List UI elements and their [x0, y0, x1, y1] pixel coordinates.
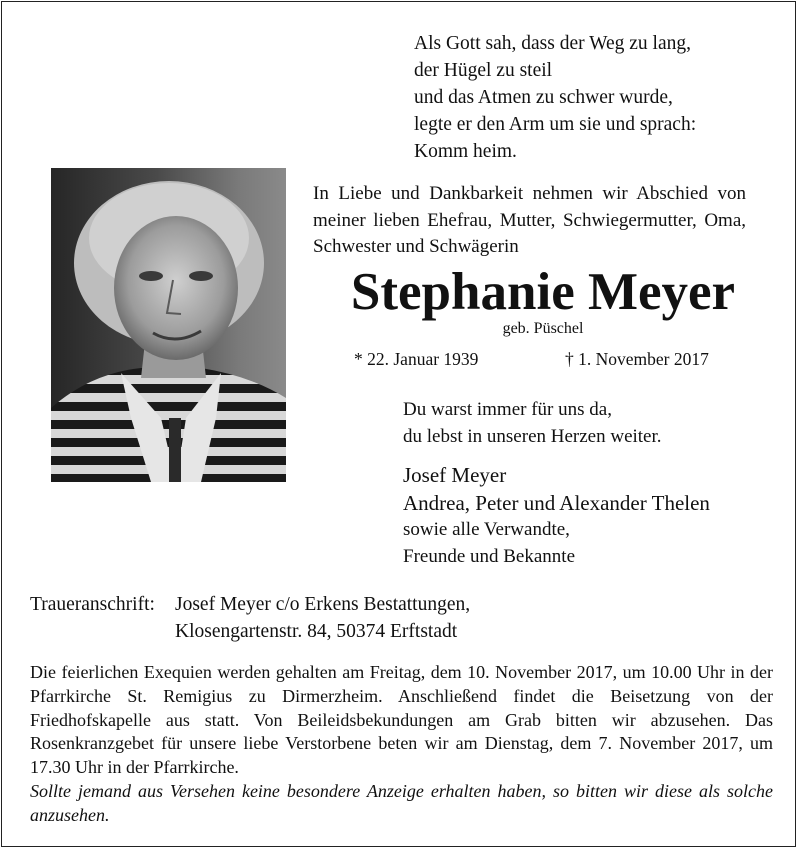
- verse-line: Du warst immer für uns da,: [403, 399, 612, 420]
- maiden-name: geb. Püschel: [502, 320, 584, 337]
- death-date: † 1. November 2017: [565, 349, 709, 369]
- verse-line: du lebst in unseren Herzen weiter.: [403, 425, 662, 447]
- mourner-line: Andrea, Peter und Alexander Thelen: [403, 491, 710, 515]
- poem: [414, 30, 696, 165]
- intro-text: In Liebe und Dankbarkeit nehmen wir Abschied von meiner lieben Ehefrau, Mutter, Schwiegermutter, Oma, Schwester und Schwägerin: [313, 183, 746, 257]
- portrait-illustration: [51, 168, 286, 482]
- poem-line: der Hügel zu steil: [414, 60, 553, 81]
- address-line: Josef Meyer c/o Erkens Bestattungen,: [175, 594, 471, 615]
- mourner-line: Freunde und Bekannte: [403, 545, 576, 567]
- deceased-name: Stephanie Meyer: [350, 263, 736, 321]
- poem-line: Als Gott sah, dass der Weg zu lang,: [414, 33, 691, 54]
- mourner-line: sowie alle Verwandte,: [403, 519, 570, 540]
- address-line: Klosengartenstr. 84, 50374 Erftstadt: [175, 621, 458, 642]
- announcement-text: Die feierlichen Exequien werden gehalten am Freitag, dem 10. November 2017, um 10.00 Uhr in der Pfarrkirche St. Remigius zu Dirmerzheim. Anschließend findet die Beisetzung von der Friedhofskapelle aus statt. Von Beileidsbekundungen am Grab bitten wir abzusehen. Das Rosenkranzgebet für unsere liebe Verstorbene beten wir am Dienstag, dem 7. November 2017, um 17.30 Uhr in der Pfarrkirche.: [30, 662, 773, 778]
- announcement-note: Sollte jemand aus Versehen keine besondere Anzeige erhalten haben, so bitten wir diese als solche anzusehen.: [30, 780, 773, 825]
- announcement: [30, 661, 773, 828]
- birth-date: * 22. Januar 1939: [354, 349, 479, 369]
- verse: [403, 397, 662, 450]
- mourners-list: [403, 461, 710, 570]
- portrait-photo: [51, 168, 286, 482]
- address-label: Traueranschrift:: [30, 594, 155, 615]
- poem-line: legte er den Arm um sie und sprach:: [414, 114, 697, 135]
- poem-line: Komm heim.: [414, 141, 517, 162]
- poem-line: und das Atmen zu schwer wurde,: [414, 87, 673, 108]
- mourner-line: Josef Meyer: [403, 463, 507, 487]
